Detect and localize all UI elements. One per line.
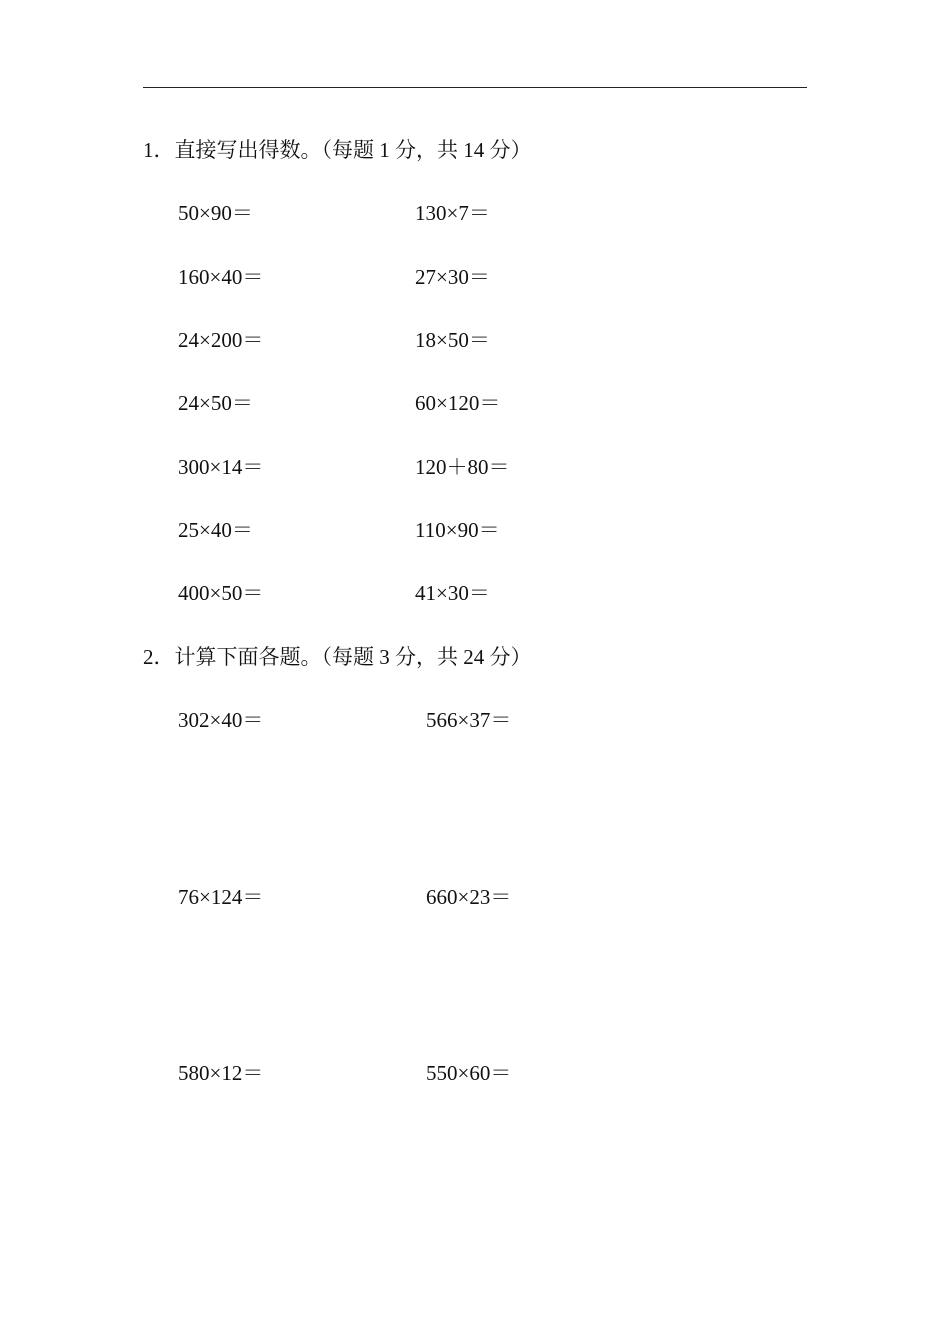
problem-1-10: 120＋80＝ (415, 455, 510, 479)
problem-1-13: 400×50＝ (178, 581, 264, 605)
problem-2-6: 550×60＝ (426, 1061, 512, 1085)
problem-1-9: 300×14＝ (178, 455, 264, 479)
problem-1-11: 25×40＝ (178, 518, 253, 542)
header-rule (143, 87, 807, 88)
problem-2-1: 302×40＝ (178, 708, 264, 732)
problem-1-12: 110×90＝ (415, 518, 500, 542)
section-1-heading: 1．直接写出得数。（每题 1 分，共 14 分） (143, 138, 532, 162)
problem-2-2: 566×37＝ (426, 708, 512, 732)
problem-1-1: 50×90＝ (178, 201, 253, 225)
problem-1-3: 160×40＝ (178, 265, 264, 289)
problem-2-3: 76×124＝ (178, 885, 264, 909)
section-2-heading: 2．计算下面各题。（每题 3 分，共 24 分） (143, 645, 532, 669)
problem-1-2: 130×7＝ (415, 201, 490, 225)
problem-1-14: 41×30＝ (415, 581, 490, 605)
problem-1-4: 27×30＝ (415, 265, 490, 289)
problem-1-7: 24×50＝ (178, 391, 253, 415)
problem-2-4: 660×23＝ (426, 885, 512, 909)
problem-2-5: 580×12＝ (178, 1061, 264, 1085)
problem-1-6: 18×50＝ (415, 328, 490, 352)
problem-1-8: 60×120＝ (415, 391, 501, 415)
problem-1-5: 24×200＝ (178, 328, 264, 352)
